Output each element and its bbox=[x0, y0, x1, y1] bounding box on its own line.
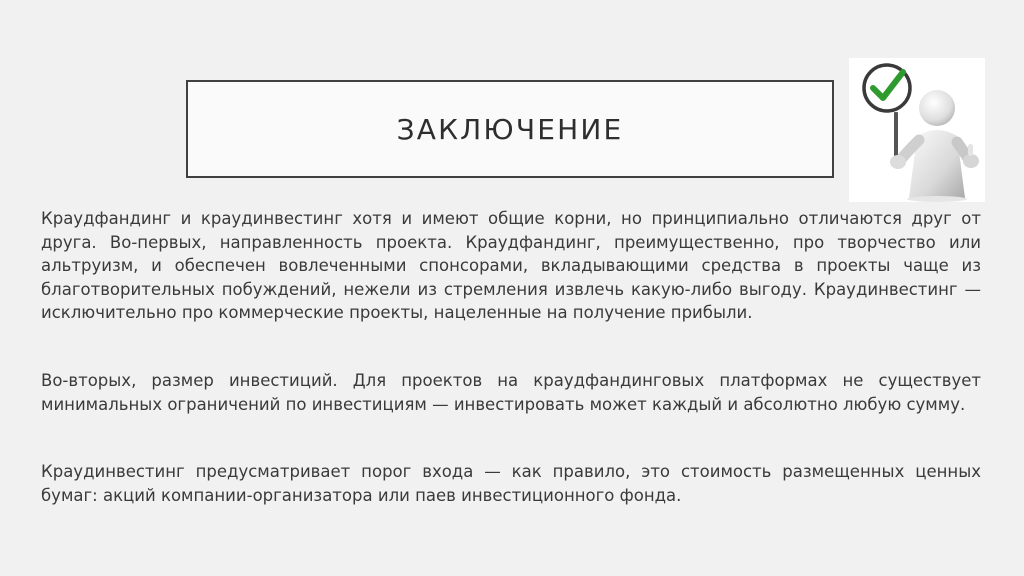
paragraph-1: Краудфандинг и краудинвестинг хотя и имеют общие корни, но принципиально отличаются друг от друга. Во-первых, направленность проекта. Краудфандинг, преимущественно, про творчество или альтруизм, и обеспечен вовлеченными спонсорами, вкладывающими средства в проекты чаще из благотворительных побуждений, нежели из стремления извлечь какую-либо выгоду. Краудинвестинг — исключительно про коммерческие проекты, нацеленные на получение прибыли. bbox=[41, 209, 981, 323]
title-box bbox=[186, 80, 834, 178]
figure-illustration bbox=[849, 58, 985, 202]
paragraph-2: Во-вторых, размер инвестиций. Для проектов на краудфандинговых платформах не существует минимальных ограничений по инвестициям — инвестировать может каждый и абсолютно любую сумму. bbox=[41, 370, 981, 414]
slide-body bbox=[41, 207, 981, 507]
figure-with-checkmark-sign-icon bbox=[849, 58, 985, 202]
paragraph-3: Краудинвестинг предусматривает порог входа — как правило, это стоимость размещенных ценных бумаг: акций компании-организатора или паев инвестиционного фонда. bbox=[41, 462, 981, 505]
slide-title: ЗАКЛЮЧЕНИЕ bbox=[396, 112, 624, 146]
